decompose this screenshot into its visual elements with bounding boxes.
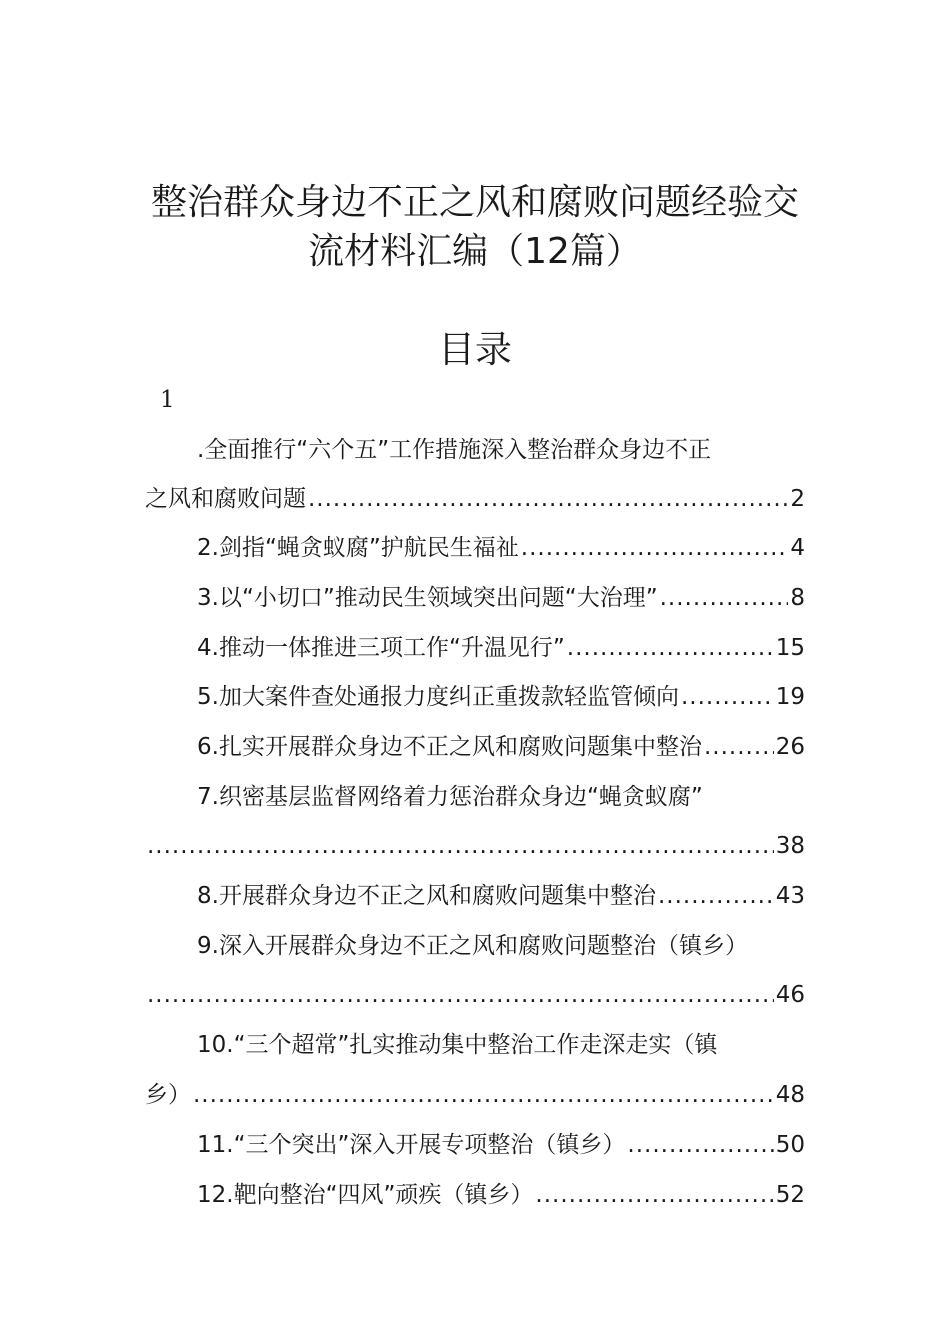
toc-entry-text: 5.加大案件查处通报力度纠正重拨款轻监管倾向 <box>197 684 679 710</box>
toc-entry-4[interactable] <box>197 631 805 665</box>
toc-leader-dots <box>660 581 789 615</box>
toc-entry-11[interactable] <box>197 1128 805 1162</box>
toc-entry-text: 8.开展群众身边不正之风和腐败问题集中整治 <box>197 883 656 909</box>
toc-entry-7-line-1[interactable] <box>197 780 805 814</box>
toc-entry-text: 4.推动一体推进三项工作“升温见行” <box>197 635 565 661</box>
toc-leader-dots <box>521 531 789 565</box>
toc-page-number: 8 <box>790 585 805 611</box>
toc-entry-text: 7.织密基层监督网络着力惩治群众身边“蝇贪蚁腐” <box>197 784 703 810</box>
toc-entry-1-line-1[interactable] <box>197 433 805 467</box>
toc-entry-3[interactable] <box>197 581 805 615</box>
toc-entry-10-line-2[interactable] <box>145 1078 805 1112</box>
toc-entry-8[interactable] <box>197 879 805 913</box>
toc-entry-5[interactable] <box>197 680 805 714</box>
toc-entry-6[interactable] <box>197 730 805 764</box>
toc-page-number: 2 <box>790 486 805 512</box>
toc-page-number: 50 <box>775 1132 805 1158</box>
toc-page-number: 19 <box>775 684 805 710</box>
toc-leader-dots <box>567 631 774 665</box>
toc-leader-dots <box>193 1078 774 1112</box>
toc-entry-10-line-1[interactable] <box>197 1028 805 1062</box>
toc-entry-text: 9.深入开展群众身边不正之风和腐败问题整治（镇乡） <box>197 933 748 959</box>
toc-leader-dots <box>704 730 774 764</box>
toc-page-number: 38 <box>775 833 805 859</box>
toc-entry-2[interactable] <box>197 531 805 565</box>
toc-page-number: 48 <box>775 1082 805 1108</box>
toc-page-number: 26 <box>775 734 805 760</box>
document-title-line-1: 整治群众身边不正之风和腐败问题经验交 <box>150 182 799 223</box>
toc-entry-text: 11.“三个突出”深入开展专项整治（镇乡） <box>197 1132 626 1158</box>
toc-leader-dots <box>535 1178 773 1212</box>
stray-number: 1 <box>160 387 175 413</box>
toc-leader-dots <box>308 482 788 516</box>
toc-leader-dots <box>658 879 774 913</box>
toc-entry-text: 2.剑指“蝇贪蚁腐”护航民生福祉 <box>197 535 519 561</box>
toc-leader-dots <box>147 978 774 1012</box>
toc-entry-text: 12.靶向整治“四风”顽疾（镇乡） <box>197 1182 534 1208</box>
toc-entry-9-line-2[interactable] <box>145 978 805 1012</box>
toc-heading: 目录 <box>438 328 512 371</box>
toc-entry-text: .全面推行“六个五”工作措施深入整治群众身边不正 <box>197 437 712 463</box>
toc-page-number: 43 <box>775 883 805 909</box>
document-title-line-2: 流材料汇编（12篇） <box>308 231 642 272</box>
toc-entry-7-line-2[interactable] <box>145 829 805 863</box>
toc-page-number: 46 <box>775 982 805 1008</box>
toc-entry-text: 10.“三个超常”扎实推动集中整治工作走深走实（镇 <box>197 1032 718 1058</box>
toc-page-number: 52 <box>775 1182 805 1208</box>
toc-page-number: 4 <box>790 535 805 561</box>
toc-entry-text: 6.扎实开展群众身边不正之风和腐败问题集中整治 <box>197 734 702 760</box>
toc-entry-9-line-1[interactable] <box>197 929 805 963</box>
toc-entry-12[interactable] <box>197 1178 805 1212</box>
toc-entry-1-line-2[interactable] <box>145 482 805 516</box>
toc-leader-dots <box>147 829 774 863</box>
toc-leader-dots <box>627 1128 773 1162</box>
toc-entry-text: 乡） <box>145 1082 191 1108</box>
toc-leader-dots <box>681 680 774 714</box>
toc-entry-text: 3.以“小切口”推动民生领域突出问题“大治理” <box>197 585 658 611</box>
toc-entry-text: 之风和腐败问题 <box>145 486 306 512</box>
toc-page-number: 15 <box>775 635 805 661</box>
